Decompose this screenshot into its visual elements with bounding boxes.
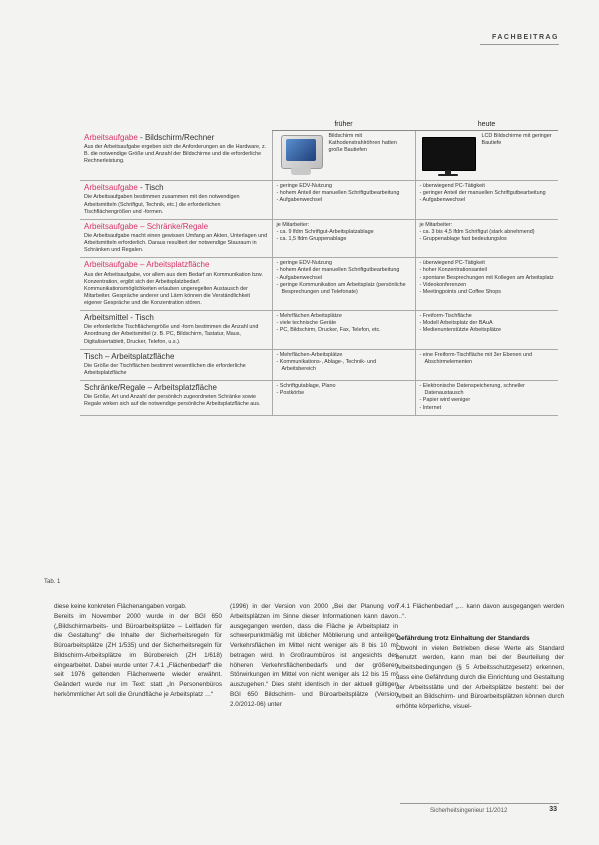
heute-list	[420, 383, 555, 412]
list-item: - geringe EDV-Nutzung	[277, 183, 411, 190]
paragraph: (1996) in der Version von 2000 „Bei der Planung von Arbeitsplätzen im Sinne dieser Informationen kann davon ausgegangen werden, dass die Fläche je Arbeitsplatz in schwerpunktmäßig mit üblicher Möblierung und anteiligen Verkehrsflächen im Mittel nicht weniger als 8 bis 10 m² betragen wird. In Großraumbüros ist angesichts des höheren Verkehrsflächenbedarfs und der größeren Störwirkungen im Mittel von nicht weniger als 12 bis 15 m² auszugehen.“ Dies steht identisch in der aktuell gültigen BGI 650 Bildschirm- und Büroarbeitsplätze (Version 2.0/2012-06) unter	[230, 603, 398, 708]
list-item: - Kommunikations-, Ablage-, Technik- und Arbeitsbereich	[277, 359, 411, 373]
criterion-cell	[80, 258, 272, 311]
criterion-title-rest: – Arbeitsplatzfläche	[145, 383, 217, 393]
list-item: - ca. 1,5 lfdm Gruppenablage	[277, 236, 411, 243]
heute-list	[420, 260, 555, 296]
table-row	[80, 258, 558, 311]
section-rule	[480, 44, 559, 45]
text-column-middle	[230, 602, 398, 709]
criterion-description: Die Arbeitsaufgaben bestimmen zusammen mit den notwendigen Arbeitsmitteln (Schriftgut, Technik, etc.) die erforderlichen Tischflächengrößen und -formen.	[84, 194, 240, 215]
table-caption: Tab. 1	[44, 579, 61, 585]
criterion-description: Die Arbeitsaufgabe macht einen gewissen Umfang an Akten, Unterlagen und Arbeitsmitteln erforderlich. Daraus resultiert der notwendige Stauraum in Schränken und Regalen.	[84, 232, 268, 254]
paragraph: diese keine konkreten Flächenangaben vorgab.	[54, 603, 187, 610]
heute-list	[420, 229, 555, 243]
frueher-cell	[272, 349, 415, 380]
list-item: - hoher Konzentrationsanteil	[420, 267, 555, 274]
frueher-cell	[272, 311, 415, 350]
journal-name: Sicherheitsingenieur 11/2012	[430, 808, 508, 814]
list-item: - überwiegend PC-Tätigkeit	[420, 260, 555, 267]
list-item: - Internet	[420, 405, 555, 412]
criterion-title-rest: – Schränke/Regale	[137, 221, 209, 231]
criterion-title-key: Tisch	[84, 351, 103, 361]
frueher-cell	[272, 219, 415, 258]
frueher-list	[277, 183, 411, 204]
heute-cell	[415, 181, 558, 220]
list-item: - Elektronische Datenspeicherung, schneller Datenaustausch	[420, 383, 555, 397]
frueher-list	[277, 229, 411, 243]
frueher-list	[277, 260, 411, 296]
list-item: - viele technische Geräte	[277, 320, 411, 327]
table-row	[80, 219, 558, 258]
heute-cell	[415, 381, 558, 416]
criterion-description: Aus der Arbeitsaufgabe, vor allem aus dem Bedarf an Kommunikation bzw. Konzentration, ergibt sich der Arbeitsplatzbedarf. Kommunikationsmöglichkeiten erlauben ungeregelten Austausch der Mitarbeiter. Gespräche anderer und Lärm können die Verständlichkeit eigener Gespräche und die Konzentration stören.	[84, 271, 263, 307]
heute-cell	[415, 311, 558, 350]
list-item: - Mehrflächen-Arbeitsplätze	[277, 352, 411, 359]
criterion-title-key: Schränke/Regale	[84, 383, 146, 393]
table-row	[80, 181, 558, 220]
heute-text: LCD Bildschirme mit geringer Bautiefe	[481, 133, 552, 147]
list-item: - Freiform-Tischfläche	[420, 313, 555, 320]
list-item: - Medienunterstützte Arbeitsplätze	[420, 327, 555, 334]
criterion-title-key: Arbeitsaufgabe	[84, 260, 138, 270]
list-item: - eine Freiform-Tischfläche mit 3er Ebenen und Abschirmelementen	[420, 352, 555, 366]
frueher-list	[277, 352, 411, 373]
list-item: - ca. 3 bis 4,5 lfdm Schriftgut (stark abnehmend)	[420, 229, 555, 236]
heute-list	[420, 352, 555, 366]
heute-intro: je Mitarbeiter:	[419, 221, 453, 228]
heute-cell	[415, 219, 558, 258]
criterion-description: Die erforderliche Tischflächengröße und -form bestimmen die Anzahl und Anordnung der Arbeitsmittel (z. B. PC, Bildschirm, Tastatur, Maus, Digitalisiertablett, Drucker, Telefon, u.s.).	[84, 324, 259, 345]
footer-rule	[400, 803, 559, 804]
table-row	[80, 381, 558, 416]
subheading: Gefährdung trotz Einhaltung der Standards	[396, 634, 530, 642]
list-item: - Aufgabenwechsel	[277, 275, 411, 282]
list-item: - ca. 9 lfdm Schriftgut-Arbeitsplatzablage	[277, 229, 411, 236]
criterion-title-rest: – Arbeitsplatzfläche	[137, 260, 210, 270]
list-item: - Aufgabenwechsel	[420, 197, 555, 204]
crt-monitor-icon	[277, 133, 325, 177]
criterion-cell	[80, 219, 272, 258]
paragraph: 7.4.1 Flächenbedarf „… kann davon ausgegangen werden …“.	[396, 603, 564, 620]
criterion-title-key: Arbeitsaufgabe	[84, 132, 138, 142]
list-item: - überwiegend PC-Tätigkeit	[420, 183, 555, 190]
list-item: - Schriftgutablage, Plano	[277, 383, 411, 390]
table-row	[80, 311, 558, 350]
list-item: - Mehrflächen Arbeitsplätze	[277, 313, 411, 320]
list-item: - Papier wird weniger	[420, 397, 555, 404]
comparison-table	[80, 118, 558, 416]
criterion-description: Die Größe der Tischflächen bestimmt wesentlichen die erforderliche Arbeitsplatzfläche	[84, 362, 246, 377]
table-row	[80, 131, 558, 181]
list-item: - PC, Bildschirm, Drucker, Fax, Telefon, etc.	[277, 327, 411, 334]
criterion-description: Die Größe, Art und Anzahl der persönlich zugeordneten Schränke sowie Regale wirken sich auf die notwendige persönliche Arbeitsplatzfläche aus.	[84, 394, 261, 408]
list-item: - hohem Anteil der manuellen Schriftgutbearbeitung	[277, 267, 411, 274]
criterion-cell	[80, 131, 272, 181]
criterion-title-rest: – Arbeitsplatzfläche	[102, 351, 175, 361]
list-item: - Aufgabenwechsel	[277, 197, 411, 204]
list-item: - Videokonferenzen	[420, 282, 555, 289]
table-row	[80, 349, 558, 380]
list-item: - Postkörbe	[277, 390, 411, 397]
heute-list	[420, 183, 555, 204]
criterion-title-key: Arbeitsmittel	[84, 313, 129, 323]
list-item: - geringe EDV-Nutzung	[277, 260, 411, 267]
list-item: - Gruppenablage fast bedeutungslos	[420, 236, 555, 243]
heute-cell	[415, 131, 558, 181]
criterion-title-key: Arbeitsaufgabe	[84, 221, 138, 231]
frueher-cell	[272, 131, 415, 181]
criterion-cell	[80, 381, 272, 416]
frueher-list	[277, 383, 411, 397]
heute-cell	[415, 258, 558, 311]
criterion-title-key: Arbeitsaufgabe	[84, 183, 138, 193]
frueher-intro: je Mitarbeiter:	[276, 221, 310, 228]
criterion-cell	[80, 181, 272, 220]
list-item: - geringe Kommunikation am Arbeitsplatz (persönliche Besprechungen und Telefonate)	[277, 282, 411, 296]
table-header-empty	[80, 118, 272, 131]
list-item: - Meetingpoints und Coffee Shops	[420, 289, 555, 296]
list-item: - geringer Anteil der manuellen Schriftgutbearbeitung	[420, 190, 555, 197]
frueher-text: Bildschirm mit Kathodenstrahlröhren hatten große Bautiefen	[328, 133, 397, 154]
page-number: 33	[549, 806, 557, 813]
frueher-cell	[272, 258, 415, 311]
heute-list	[420, 313, 555, 334]
list-item: - hohem Anteil der manuellen Schriftgutbearbeitung	[277, 190, 411, 197]
paragraph: Bereits im November 2000 wurde in der BGI 650 („Bildschirmarbeits- und Büroarbeitsplätze – Leitfaden für die Gestaltung“ die Inhalte der Sicherheitsregeln für Büroarbeitsplätze (ZH 1/535) und der Sicherheitsregeln für Bildschirm-Arbeitsplätze im Bürobereich (ZH 1/618) eingearbeitet. Dabei wurde unter 7.4.1 „Flächenbedarf“ die seit 1976 geltenden Flächenwerte wieder erwähnt. Geändert wurde nur im Text: statt „In Personenbüros herkömmlicher Art soll die Grundfläche je Arbeitsplatz …“	[54, 612, 222, 698]
list-item: - spontane Besprechungen mit Kollegen am Arbeitsplatz	[420, 275, 555, 282]
heute-cell	[415, 349, 558, 380]
criterion-description: Aus der Arbeitsaufgabe ergeben sich die Anforderungen an die Hardware, z. B. die notwendige Größe und Anzahl der Bildschirme und die erforderliche Rechnerleistung.	[84, 143, 267, 165]
criterion-cell	[80, 349, 272, 380]
criterion-title-rest: - Bildschirm/Rechner	[137, 132, 215, 142]
table-header-heute: heute	[415, 118, 558, 131]
criterion-cell	[80, 311, 272, 350]
criterion-title-rest: - Tisch	[128, 313, 154, 323]
text-column-left	[54, 602, 222, 700]
criterion-title-rest: - Tisch	[137, 183, 164, 193]
lcd-monitor-icon	[420, 133, 478, 177]
list-item: - Modell Arbeitsplatz der BAuA	[420, 320, 555, 327]
section-tag: FACHBEITRAG	[491, 34, 559, 41]
paragraph: Obwohl in vielen Betrieben diese Werte als Standard benutzt werden, kann man bei der Beurteilung der Arbeitsbedingungen (§ 5 Arbeitsschutzgesetz) erkennen, dass eine Gefährdung durch die Einrichtung und Gestaltung der Arbeitsstätte und der Arbeitsplätze besteht: bei der Arbeit an Bildschirm- und Büroarbeitsplätzen können durch erhöhte körperliche, visuel-	[396, 644, 564, 711]
frueher-list	[277, 313, 411, 334]
text-column-right	[396, 602, 564, 712]
frueher-cell	[272, 181, 415, 220]
table-header-frueher: früher	[272, 118, 415, 131]
frueher-cell	[272, 381, 415, 416]
